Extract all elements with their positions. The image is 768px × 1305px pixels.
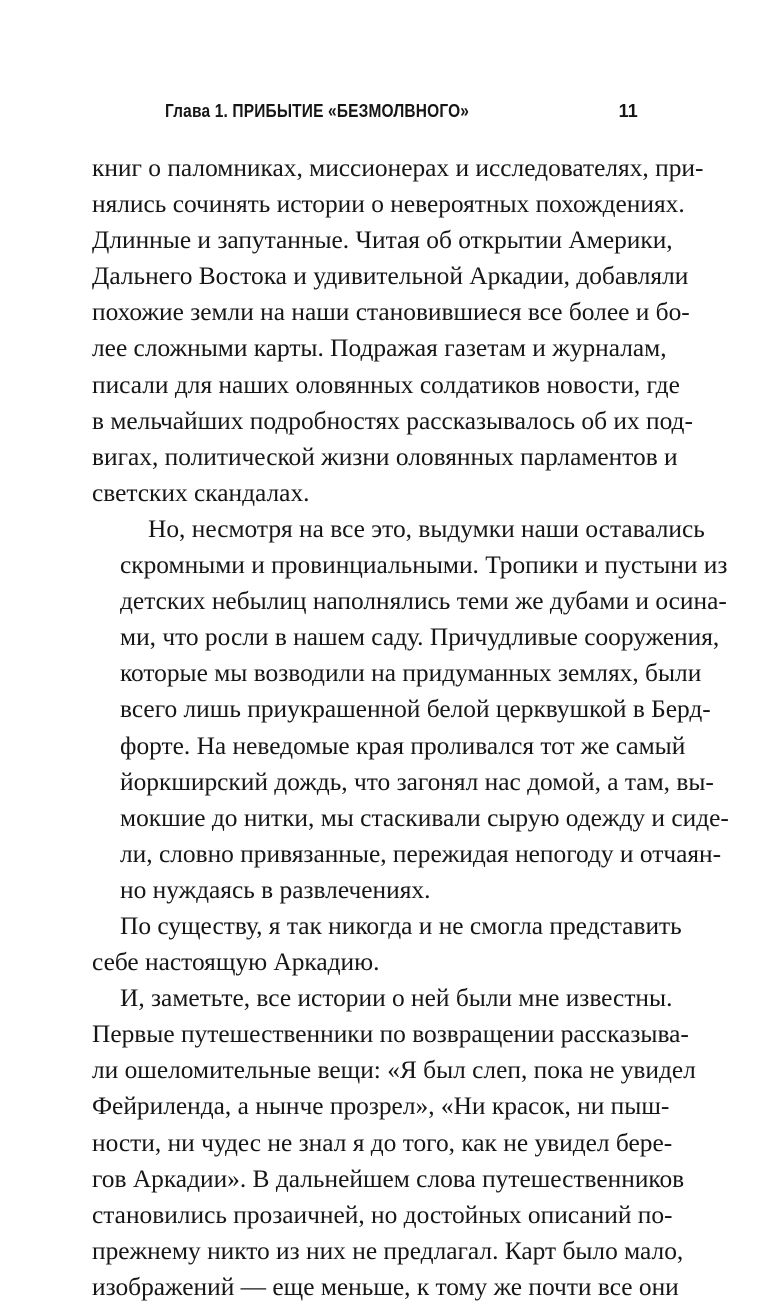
text-line: но нуждаясь в развлечениях.	[120, 875, 431, 904]
text-line: ли ошеломительные вещи: «Я был слеп, пока не увидел	[92, 1056, 696, 1085]
text-line: ности, ни чудес не знал я до того, как не увидел бере-	[92, 1128, 673, 1157]
paragraph-2	[92, 511, 729, 908]
text-line: книг о паломниках, миссионерах и исследователях, при-	[92, 154, 704, 182]
text-line: Фейриленда, а нынче прозрел», «Ни красок, ни пыш-	[92, 1092, 670, 1121]
text-line: себе настоящую Аркадию.	[92, 948, 380, 977]
paragraph-1	[92, 150, 704, 511]
text-line: ли, словно привязанные, пережидая непогоду и отчаян-	[120, 839, 722, 868]
text-line: в мельчайших подробностях рассказывалось об их под-	[92, 406, 693, 435]
body-text	[92, 150, 729, 1305]
text-line: всего лишь приукрашенной белой церквушкой в Берд-	[120, 695, 711, 724]
text-line: детских небылиц наполнялись теми же дубами и осина-	[120, 587, 727, 616]
text-line: Первые путешественники по возвращении рассказыва-	[92, 1020, 689, 1049]
text-line: нялись сочинять истории о невероятных похождениях.	[92, 190, 685, 219]
text-line: мокшие до нитки, мы стаскивали сырую одежду и сиде-	[120, 803, 729, 832]
text-line: изображений — еще меньше, к тому же почти все они	[92, 1272, 679, 1301]
text-line: светских скандалах.	[92, 478, 310, 507]
text-line: ми, что росли в нашем саду. Причудливые сооружения,	[120, 623, 720, 652]
paragraph-4	[92, 980, 696, 1305]
text-line: форте. На неведомые края проливался тот же самый	[120, 731, 686, 760]
text-line: И, заметьте, все истории о ней были мне известны.	[120, 984, 673, 1013]
page-number: 11	[618, 101, 638, 121]
text-line: лее сложными карты. Подражая газетам и журналам,	[92, 334, 667, 363]
chapter-title: Глава 1. ПРИБЫТИЕ «БЕЗМОЛВНОГО»	[165, 101, 470, 121]
text-line: писали для наших оловянных солдатиков новости, где	[92, 370, 680, 399]
text-line: прежнему никто из них не предлагал. Карт было мало,	[92, 1236, 684, 1265]
text-line: похожие земли на наши становившиеся все более и бо-	[92, 298, 690, 327]
text-line: скромными и провинциальными. Тропики и пустыни из	[120, 551, 728, 580]
text-line: которые мы возводили на придуманных землях, были	[120, 659, 702, 688]
text-line: Дальнего Востока и удивительной Аркадии, добавляли	[92, 262, 689, 291]
text-line: вигах, политической жизни оловянных парламентов и	[92, 442, 678, 471]
text-line: По существу, я так никогда и не смогла представить	[120, 911, 682, 940]
paragraph-3	[92, 908, 682, 980]
text-line: гов Аркадии». В дальнейшем слова путешественников	[92, 1164, 685, 1193]
text-line: Но, несмотря на все это, выдумки наши оставались	[148, 514, 705, 543]
text-line: йоркширский дождь, что загонял нас домой, а там, вы-	[120, 767, 714, 796]
text-line: Длинные и запутанные. Читая об открытии Америки,	[92, 226, 673, 255]
running-head	[165, 101, 638, 127]
text-line: становились прозаичней, но достойных описаний по-	[92, 1200, 673, 1229]
